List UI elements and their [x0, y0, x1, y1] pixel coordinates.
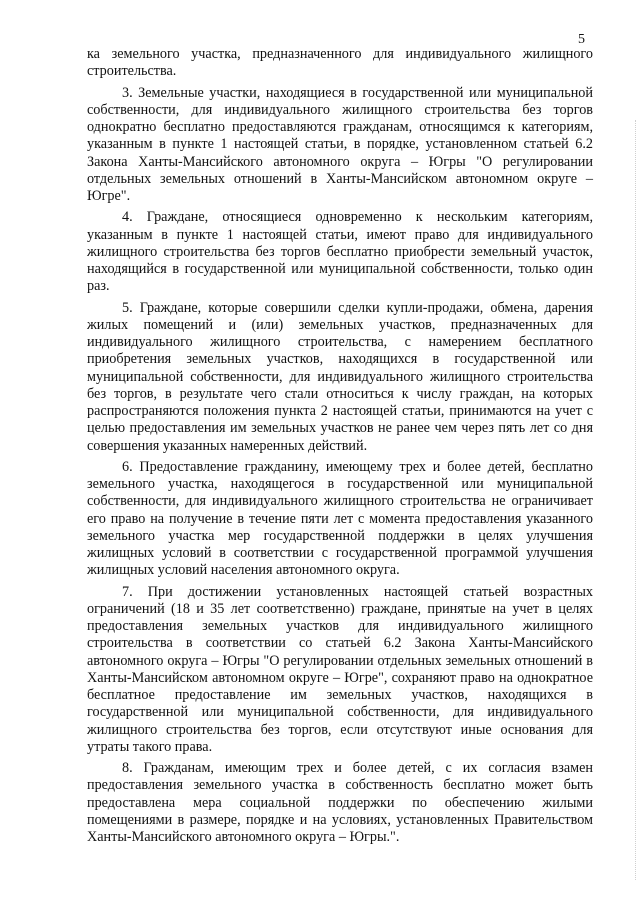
scan-edge-marks	[632, 120, 636, 880]
page-number: 5	[578, 32, 585, 47]
paragraph-continuation: ка земельного участка, предназначенного для индивидуального жилищного строительства.	[87, 46, 593, 80]
paragraph-4: 4. Граждане, относящиеся одновременно к нескольким категориям, указанным в пункте 1 настоящей статьи, имеют право для индивидуального жилищного строительства без торгов бесплатно приобрести земельный участок, находящийся в государственной или муниципальной собственности, только один раз.	[87, 209, 593, 295]
paragraph-8: 8. Гражданам, имеющим трех и более детей, с их согласия взамен предоставления земельного участка в собственность бесплатно может быть предоставлена мера социальной поддержки по обеспечению жилыми помещениями в размере, порядке и на условиях, установленных Правительством Ханты-Мансийского автономного округа – Югры.".	[87, 760, 593, 845]
document-body	[87, 46, 593, 850]
paragraph-3: 3. Земельные участки, находящиеся в государственной или муниципальной собственности, для индивидуального жилищного строительства без торгов однократно бесплатно предоставляются гражданам, относящимся к категориям, указанным в пункте 1 настоящей статьи, в порядке, установленном статьей 6.2 Закона Ханты-Мансийского автономного округа – Югры "О регулировании отдельных земельных отношений в Ханты-Мансийском автономном округе – Югре".	[87, 84, 593, 204]
paragraph-5: 5. Граждане, которые совершили сделки купли-продажи, обмена, дарения жилых помещений и (или) земельных участков, предназначенных для индивидуального жилищного строительства, с намерением бесплатного приобретения земельных участков, находящихся в государственной или муниципальной собственности, для индивидуального жилищного строительства без торгов, в результате чего стали относиться к числу граждан, на которых распространяются положения пункта 2 настоящей статьи, принимаются на учет с целью предоставления им земельных участков не ранее чем через пять лет со дня совершения указанных намеренных действий.	[87, 299, 593, 454]
paragraph-7: 7. При достижении установленных настоящей статьей возрастных ограничений (18 и 35 лет соответственно) граждане, принятые на учет в целях предоставления земельных участков для индивидуального жилищного строительства в соответствии со статьей 6.2 Закона Ханты-Мансийского автономного округа – Югры "О регулировании отдельных земельных отношений в Ханты-Мансийском автономном округе – Югре", сохраняют право на однократное бесплатное предоставление им земельных участков, находящихся в государственной или муниципальной собственности, для индивидуального жилищного строительства без торгов, если отсутствуют иные основания для утраты такого права.	[87, 583, 593, 755]
paragraph-6: 6. Предоставление гражданину, имеющему трех и более детей, бесплатно земельного участка, находящегося в государственной или муниципальной собственности, для индивидуального жилищного строительства не ограничивает его право на получение в течение пяти лет с момента предоставления указанного земельного участка мер государственной поддержки в целях улучшения жилищных условий в соответствии с государственной программой улучшения жилищных условий населения автономного округа.	[87, 458, 593, 579]
